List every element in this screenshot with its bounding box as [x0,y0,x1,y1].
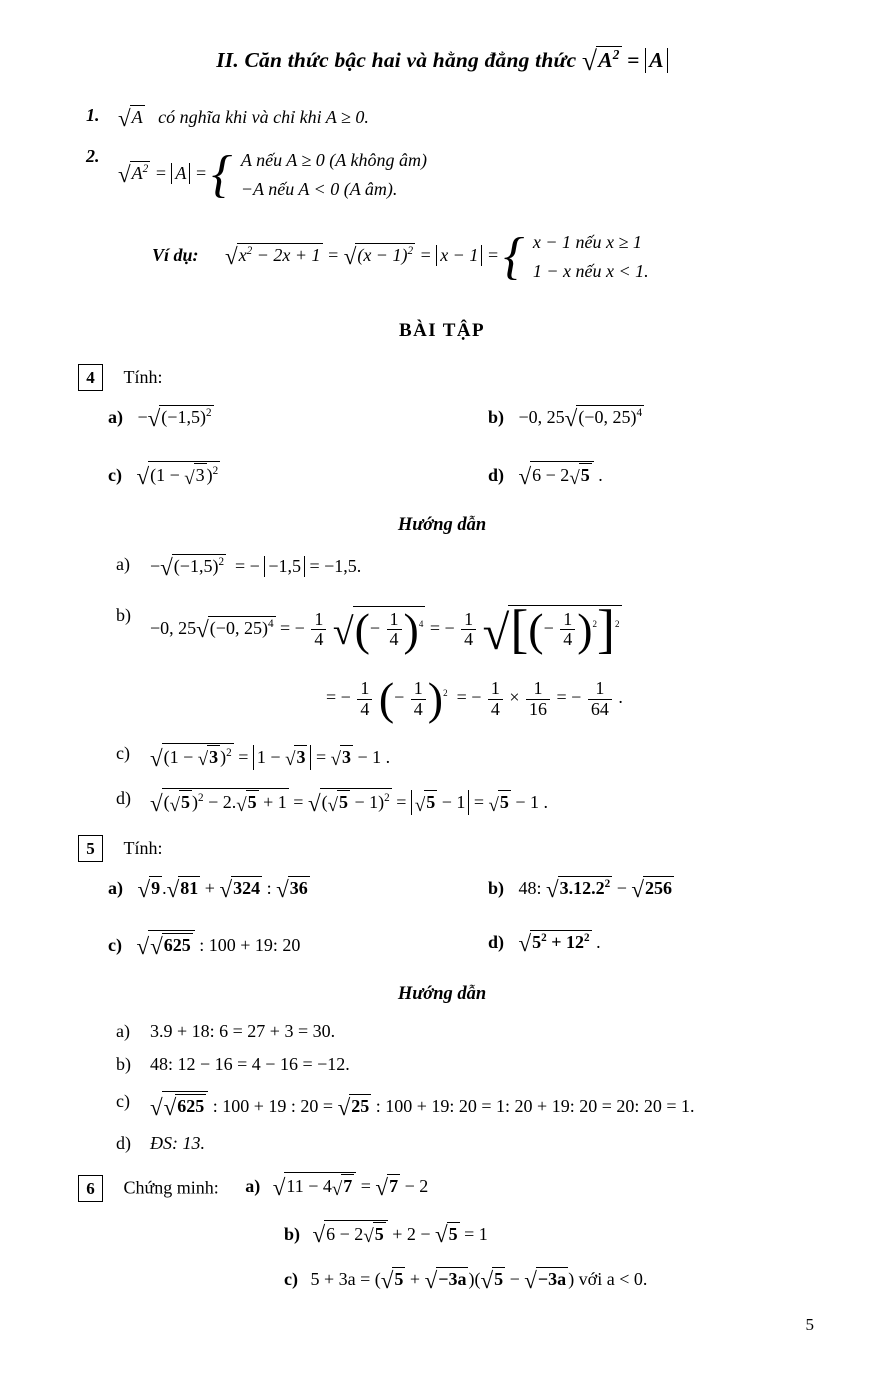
example-block [152,228,814,286]
exercise-4-item-c-expr: √(1 − √3 )$^2$ [136,462,219,489]
exercise-6-item-a [245,1174,429,1201]
exercise-5-solution-a-label: a) [116,1021,130,1042]
exercise-5-item-c-expr: √√625 : 100 + 19: 20 [136,935,300,955]
exercise-5-solution-b-label: b) [116,1054,131,1075]
exercise-6-item-c-label: c) [284,1268,298,1289]
exercise-4-item-c [108,461,220,488]
exercise-4-solution-a-label: a) [116,554,130,575]
exercise-5-solution-d [116,1133,814,1154]
theory-item-1-content: √A có nghĩa khi và chỉ khi A ≥ 0. [118,104,369,131]
exercise-5-solution-b [116,1054,814,1075]
exercise-4-solution-c [116,743,814,771]
brace-icon: { [211,145,233,204]
exercise-5-solution-b-expr: 48: 12 − 16 = 4 − 16 = −12. [150,1054,350,1075]
exercise-4-solution-b-label: b) [116,605,131,626]
exercises-heading: BÀI TẬP [399,320,485,342]
exercise-4-item-d-expr: √6 − 2√5 . [518,462,603,489]
example-formula: $√x^2 - 2x + 1 = √(x - 1)^2 = x - 1$ = { x − 1 nếu x ≥ 1 1 − x nếu x < 1. [225,227,649,286]
exercise-4-number: 4 [78,364,103,391]
exercise-5-item-d-label: d) [488,932,505,953]
exercise-6-item-a-expr: √11 − 4√7 = √7 − 2 [272,1174,429,1201]
example-case-2: 1 − x nếu x < 1. [532,261,649,282]
exercise-4-hint-heading: Hướng dẫn [397,515,487,536]
exercise-5-solution-c-label: c) [116,1091,130,1112]
theory-item-2-case-2: −A nếu A < 0 (A âm). [240,178,398,199]
theory-item-2 [86,145,814,204]
exercise-6-header [78,1172,814,1201]
exercise-5-solution-d-label: d) [116,1133,131,1154]
exercise-5-solution-c [116,1091,814,1121]
exercise-5-item-b-expr: 48: $√3.12.2^2 - √256$ [518,876,673,903]
section-title [70,46,814,75]
exercise-5-hint-heading: Hướng dẫn [397,984,487,1005]
exercise-5-prompt: Tính: [123,838,163,859]
theory-item-2-label: 2. [86,145,100,166]
exercise-5-solution-a [116,1021,814,1042]
example-case-1: x − 1 nếu x ≥ 1 [532,231,642,252]
section-title-text: Căn thức bậc hai và hằng đẳng thức [244,48,577,72]
theory-item-2-case-1: A nếu A ≥ 0 (A không âm) [240,149,427,170]
exercise-4-solution-a [116,553,814,580]
exercise-5-row-1 [70,876,814,916]
exercise-5-solution-a-expr: 3.9 + 18: 6 = 27 + 3 = 30. [150,1021,336,1042]
exercise-5-item-a-expr: √9 .√81 + √324 : √36 [137,876,308,903]
exercise-4-solution-c-expr: √(1 − √3 )$^2$ = 1 − √3 = √3 − 1 . [150,744,391,771]
exercise-5-header [78,835,814,862]
exercise-4-item-b-label: b) [488,407,505,428]
exercise-4-solution-b [116,599,814,660]
exercise-5-item-a-label: a) [108,878,123,899]
exercise-5-solution-d-expr: ĐS: 13. [150,1133,205,1154]
theory-item-1-label: 1. [86,104,100,125]
theory-item-1 [86,104,814,131]
page-number: 5 [805,1315,814,1334]
brace-icon: { [503,227,525,286]
exercise-4-solution-d-label: d) [116,788,131,809]
exercise-5-item-d [488,930,601,955]
section-title-formula: $√A^2 = A$ [582,48,668,72]
exercise-4-solution-b-expr: −0, 25√(−0, 25)$^4$ = − $\frac{1}{4}$ √(− $\frac{1}{4}$ )$^4$ = − $\frac{1}{4}$ √[(− $\frac{1}{4}$ )$^2$]$^2$ [150,599,620,660]
exercise-5-solution-c-expr: √√625 : 100 + 19 : 20 = √25 : 100 + 19: 20 = 1: 20 + 19: 20 = 20: 20 = 1. [150,1096,695,1116]
exercise-4-item-d-label: d) [488,465,505,486]
exercise-4-solution-d-expr: √(√5 )$^2 - 2.√5 + 1 = √(√5 - 1)^2 = √5 - 1 = √5 - 1$ . [150,790,549,817]
exercise-6-item-b-expr: √6 − 2√5 + 2 − √5 = 1 [312,1221,488,1248]
exercise-4-item-b-expr: −0, 25√(−0, 25)$^4$ [518,404,643,431]
exercise-6-item-c-expr: 5 + 3a = (√5 + √−3a )(√5 − √−3a ) với a < 0. [310,1266,648,1293]
document-page [0,46,884,1375]
example-label: Ví dụ: [152,245,199,266]
exercise-4-item-a-label: a) [108,407,123,428]
exercise-5-row-2 [70,930,814,970]
exercise-6-item-c [284,1267,814,1292]
exercise-4-solution-d [116,788,814,817]
exercise-4-item-c-label: c) [108,465,122,486]
exercise-5-item-c-label: c) [108,935,122,956]
exercise-4-row-1 [70,405,814,447]
exercise-4-solution-b-expr2: = − $\frac{1}{4}$ (− $\frac{1}{4}$ )$^2$ = − $\frac{1}{4}$ × $\frac{1}{16}$ = − $\frac{1}{64}$ . [326,672,623,724]
exercise-5-item-d-expr: $√5^2 + 12^2$ . [518,930,601,957]
section-title-roman: II. [216,48,239,72]
exercise-4-prompt: Tính: [123,367,163,388]
exercise-4-solution-b-cont [326,672,814,724]
exercise-4-item-a-expr: $-√(-1,5)^2$ [137,404,212,431]
exercise-5-item-b-label: b) [488,878,505,899]
exercise-4-header [78,364,814,391]
theory-item-2-content: $√A^2 = A$ = { A nếu A ≥ 0 (A không âm) −A nếu A < 0 (A âm). [118,145,427,204]
exercise-5-item-c [108,930,300,958]
exercise-4-solution-c-label: c) [116,743,130,764]
exercise-4-item-a [108,405,214,430]
exercise-6-item-b-label: b) [284,1223,301,1244]
exercise-6-item-a-label: a) [245,1176,261,1197]
exercise-4-item-d [488,461,603,488]
exercise-4-item-b [488,405,644,430]
exercise-4-solution-a-expr: $-√(-1,5)^2$ = − −1,5 = −1,5. [150,553,362,580]
exercise-6-prompt: Chứng minh: [123,1177,219,1198]
exercise-6-number: 6 [78,1175,103,1202]
exercise-6-item-b [284,1220,814,1247]
exercise-5-item-a [108,876,310,901]
exercise-5-number: 5 [78,835,103,862]
exercise-5-item-b [488,876,674,901]
exercise-4-row-2 [70,461,814,501]
